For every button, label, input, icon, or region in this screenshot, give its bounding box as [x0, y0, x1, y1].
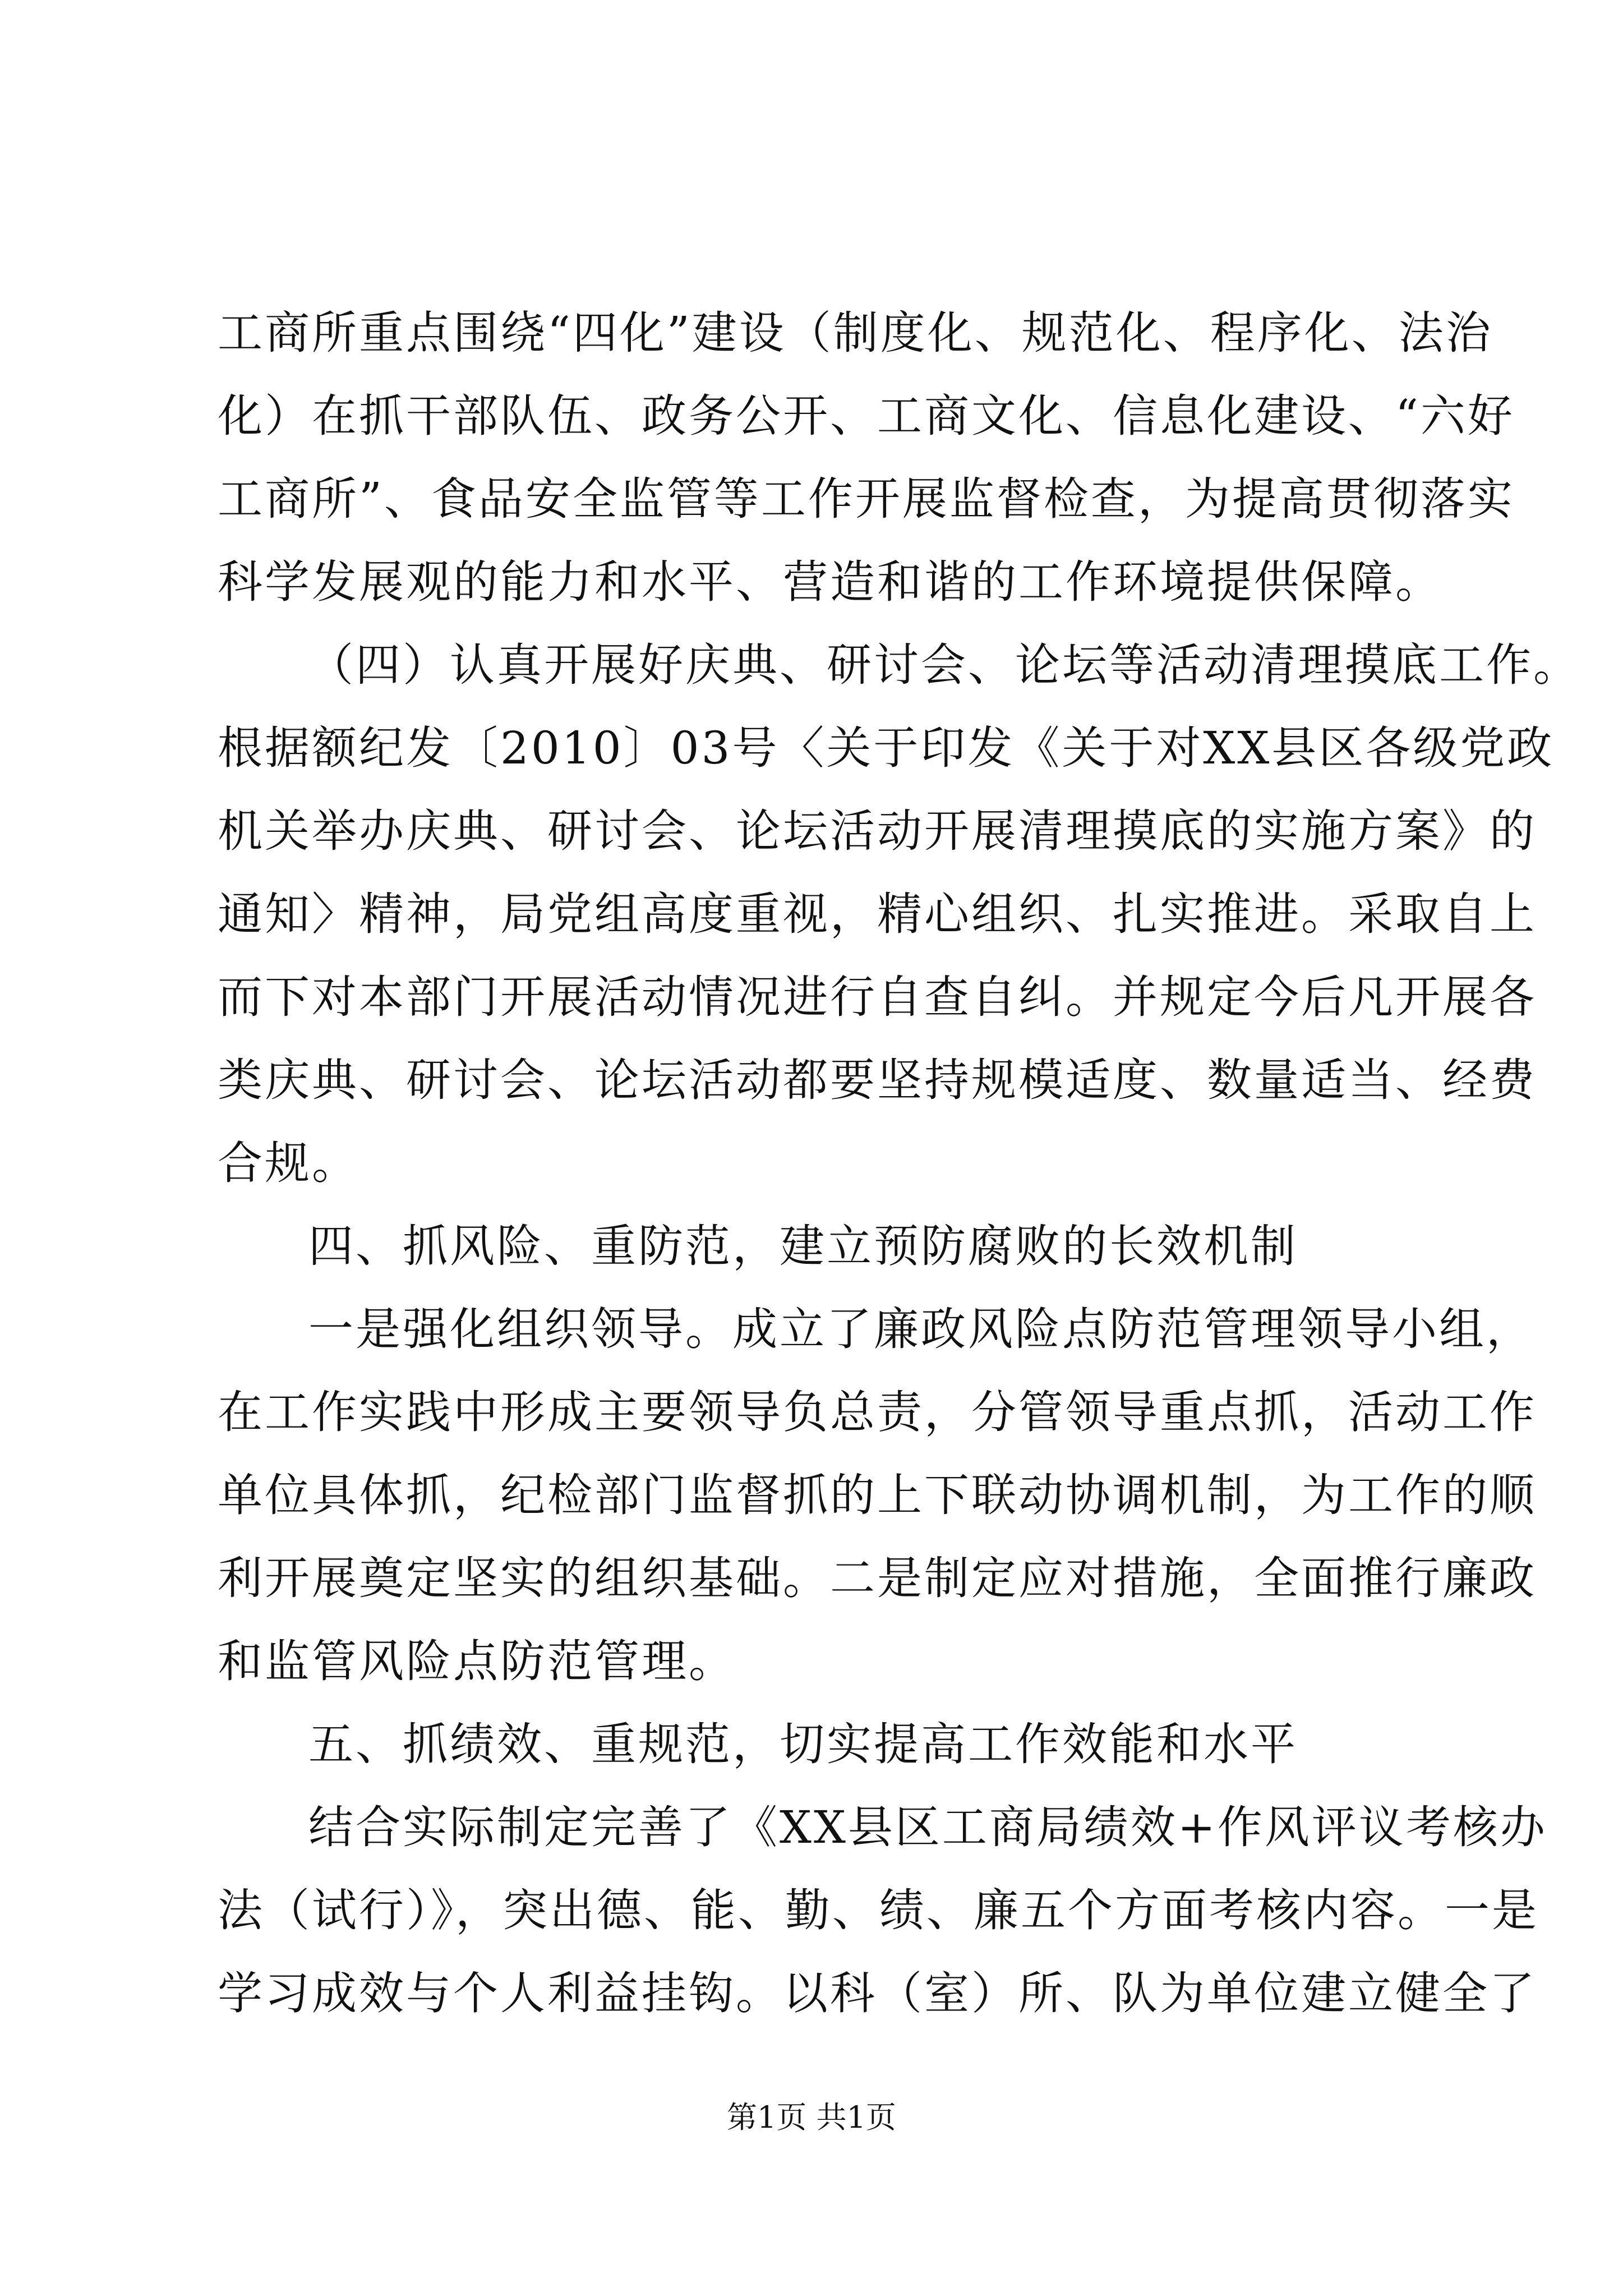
text-line: 通知〉精神，局党组高度重视，精心组织、扎实推进。采取自上 — [218, 888, 1537, 940]
text-line: 机关举办庆典、研讨会、论坛活动开展清理摸底的实施方案》的 — [218, 805, 1537, 857]
text-line: 法（试行）》，突出德、能、勤、绩、廉五个方面考核内容。一是 — [218, 1884, 1539, 1936]
body-text — [218, 292, 1580, 2035]
page-footer: 第1页 共1页 — [727, 2100, 896, 2135]
text-line: 合规。 — [218, 1137, 359, 1189]
text-line: 化）在抓干部队伍、政务公开、工商文化、信息化建设、“六好 — [218, 390, 1515, 442]
text-line: 类庆典、研讨会、论坛活动都要坚持规模适度、数量适当、经费 — [218, 1054, 1537, 1106]
text-line: 科学发展观的能力和水平、营造和谐的工作环境提供保障。 — [218, 556, 1442, 608]
text-line: 在工作实践中形成主要领导负总责，分管领导重点抓，活动工作 — [218, 1386, 1537, 1438]
text-line: 工商所”、食品安全监管等工作开展监督检查，为提高贯彻落实 — [218, 473, 1515, 525]
text-line: 一是强化组织领导。成立了廉政风险点防范管理领导小组， — [308, 1303, 1533, 1355]
text-line: 根据额纪发〔2010〕03号〈关于印发《关于对XX县区各级党政 — [218, 722, 1555, 774]
text-line: 利开展奠定坚实的组织基础。二是制定应对措施，全面推行廉政 — [218, 1552, 1537, 1604]
text-line: 学习成效与个人利益挂钩。以科（室）所、队为单位建立健全了 — [218, 1967, 1537, 2019]
text-line: 结合实际制定完善了《XX县区工商局绩效+作风评议考核办 — [308, 1801, 1547, 1853]
section-heading: 五、抓绩效、重规范，切实提高工作效能和水平 — [308, 1718, 1298, 1770]
text-line: 单位具体抓，纪检部门监督抓的上下联动协调机制，为工作的顺 — [218, 1469, 1537, 1521]
text-line: （四）认真开展好庆典、研讨会、论坛等活动清理摸底工作。 — [308, 639, 1580, 691]
text-line: 和监管风险点防范管理。 — [218, 1635, 736, 1687]
section-heading: 四、抓风险、重防范，建立预防腐败的长效机制 — [308, 1220, 1298, 1272]
text-line: 工商所重点围绕“四化”建设（制度化、规范化、程序化、法治 — [218, 307, 1493, 359]
text-line: 而下对本部门开展活动情况进行自查自纠。并规定今后凡开展各 — [218, 971, 1537, 1023]
